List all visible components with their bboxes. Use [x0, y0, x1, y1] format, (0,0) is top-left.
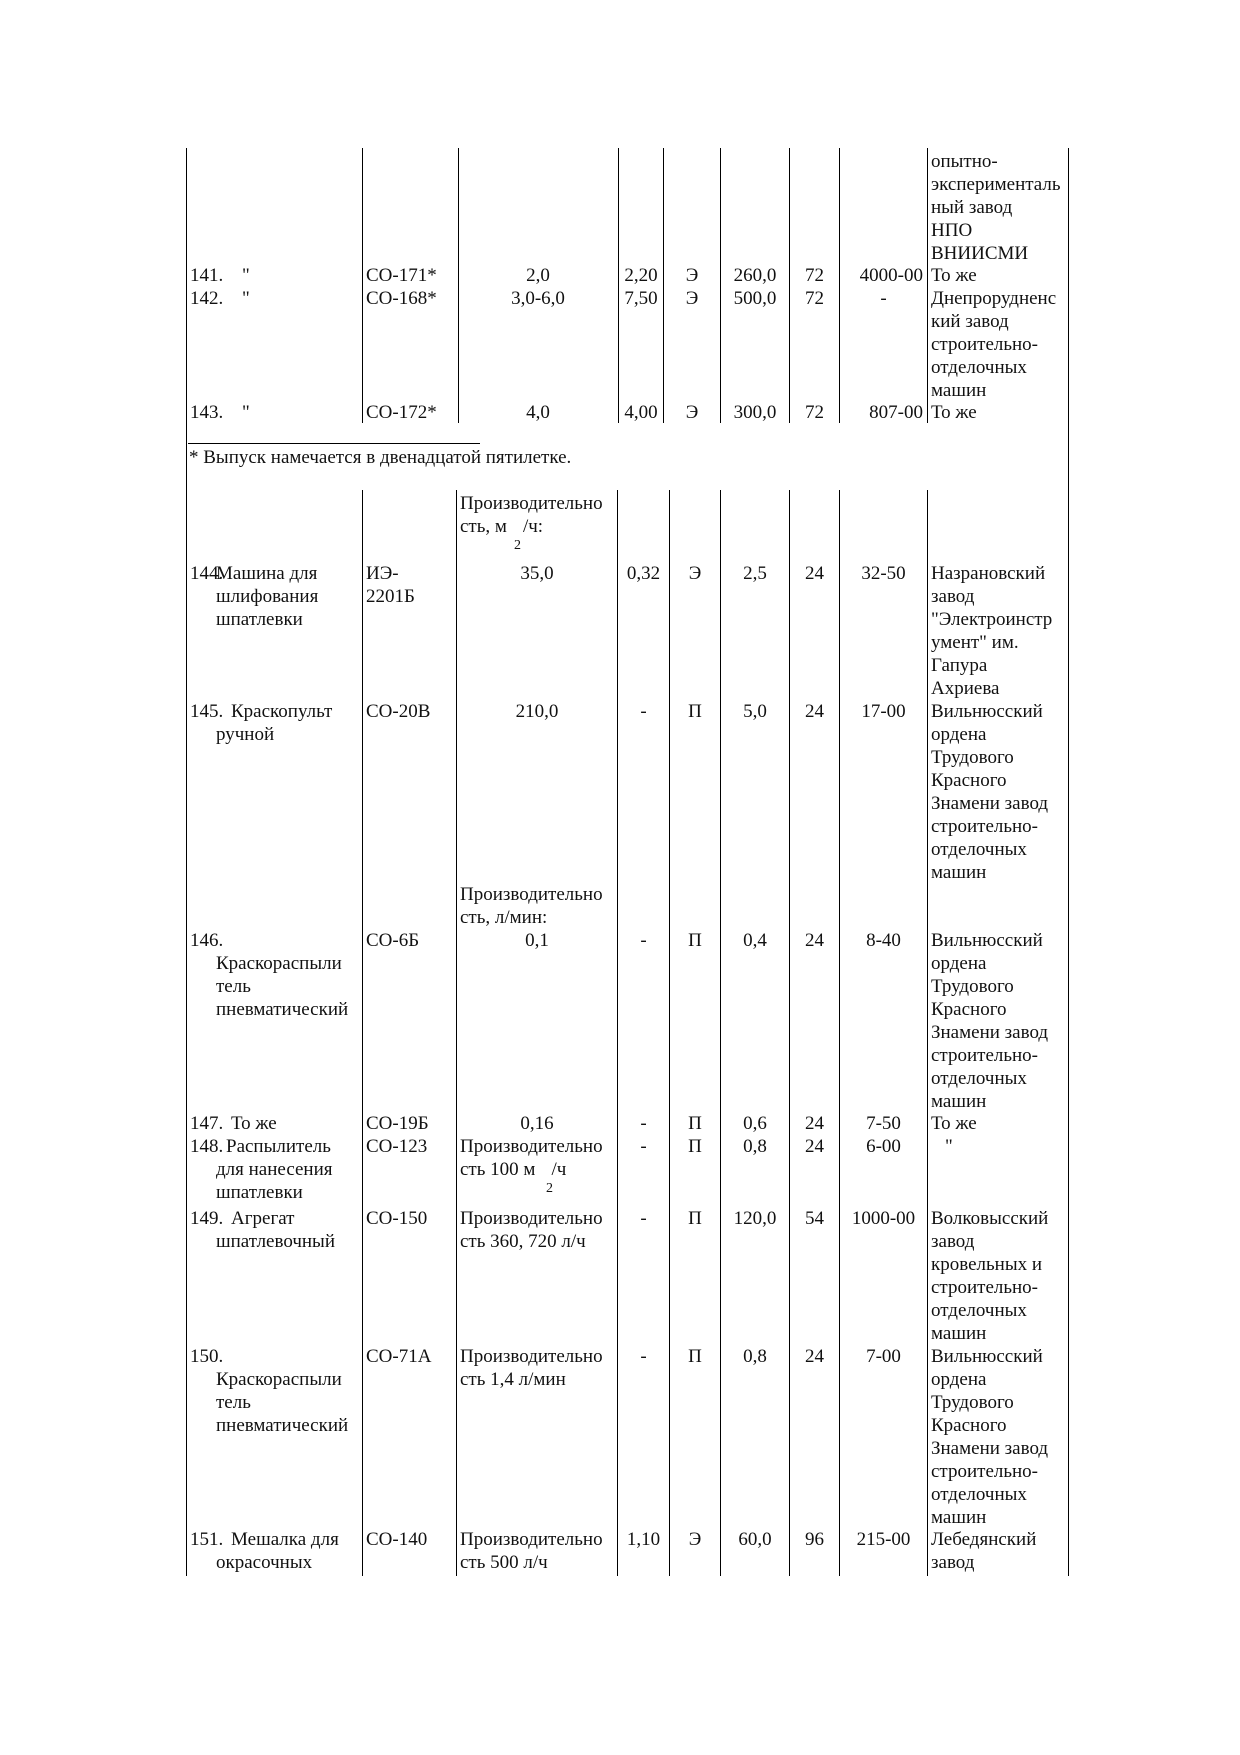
- row-model: СО-168*: [366, 288, 437, 309]
- row-model: СО-140: [366, 1529, 428, 1550]
- row-power: -: [640, 1346, 647, 1367]
- row-model: СО-171*: [366, 265, 437, 286]
- prev-maker-cell: опытно- эксперименталь ный завод НПО ВНИИСМИ: [931, 151, 1061, 264]
- row-price: 32-50: [861, 563, 906, 584]
- row-warranty: 72: [805, 402, 824, 423]
- footnote-separator: [188, 443, 480, 444]
- row-num: 150.: [190, 1346, 224, 1367]
- row-warranty: 24: [805, 1136, 824, 1157]
- param-header-liquid: Производительно сть, л/мин:: [460, 884, 603, 928]
- row-power: 1,10: [626, 1529, 661, 1550]
- row-model: ИЭ- 2201Б: [366, 563, 415, 607]
- row-mass: 0,8: [743, 1136, 767, 1157]
- row-drive: Э: [685, 288, 699, 309]
- row-power: -: [640, 701, 647, 722]
- rule-col-7-low: [839, 490, 840, 1576]
- row-param: 0,16: [520, 1113, 554, 1134]
- row-model: СО-71А: [366, 1346, 432, 1367]
- row-param: Производительно сть 100 м /ч: [460, 1136, 603, 1180]
- row-model: СО-172*: [366, 402, 437, 423]
- row-name: Краскопульт: [231, 701, 333, 722]
- row-name: ": [242, 265, 250, 286]
- row-maker: Вильнюсский ордена Трудового Красного Знамени завод строительно- отделочных машин: [931, 930, 1049, 1112]
- row-drive: Э: [685, 402, 699, 423]
- row-maker: Волковысский завод кровельных и строительно- отделочных машин: [931, 1208, 1049, 1344]
- row-drive: П: [688, 1346, 702, 1367]
- row-maker: То же: [931, 402, 977, 423]
- row-power: 7,50: [624, 288, 658, 309]
- row-name: То же: [231, 1113, 277, 1134]
- row-name: ": [242, 402, 250, 423]
- row-param: 35,0: [520, 563, 554, 584]
- rule-col-6-low: [789, 490, 790, 1576]
- row-drive: Э: [688, 1529, 702, 1550]
- row-mass: 260,0: [733, 265, 777, 286]
- row-maker: То же: [931, 265, 977, 286]
- row-name-cont: ручной: [216, 724, 275, 745]
- row-param: 2,0: [526, 265, 550, 286]
- row-warranty: 24: [805, 1113, 824, 1134]
- row-price: 1000-00: [851, 1208, 916, 1229]
- rule-col-8-low: [927, 490, 928, 1576]
- row-mass: 0,4: [743, 930, 767, 951]
- row-maker: Лебедянский завод: [931, 1529, 1037, 1573]
- row-maker: Вильнюсский ордена Трудового Красного Знамени завод строительно- отделочных машин: [931, 701, 1049, 883]
- row-warranty: 24: [805, 930, 824, 951]
- row-drive: Э: [688, 563, 702, 584]
- row-param: 4,0: [526, 402, 550, 423]
- row-power: -: [640, 1208, 647, 1229]
- param-header-area: Производительно сть, м /ч:: [460, 493, 603, 537]
- row-drive: П: [688, 1136, 702, 1157]
- row-warranty: 54: [805, 1208, 824, 1229]
- row-num: 151.: [190, 1529, 224, 1550]
- row-power: 0,32: [626, 563, 661, 584]
- row-maker: Назрановский завод "Электроинстр умент" им. Гапура Ахриева: [931, 563, 1053, 699]
- row-param: 0,1: [525, 930, 549, 951]
- row-warranty: 24: [805, 1346, 824, 1367]
- row-num: 145.: [190, 701, 224, 722]
- row-num: 142.: [190, 288, 224, 309]
- row-warranty: 24: [805, 563, 824, 584]
- row-warranty: 96: [805, 1529, 824, 1550]
- row-power: 4,00: [624, 402, 658, 423]
- param-header-area-exp: 2: [514, 538, 521, 553]
- row-name-cont: шпатлевочный: [216, 1231, 335, 1252]
- row-mass: 500,0: [733, 288, 777, 309]
- row-param: Производительно сть 1,4 л/мин: [460, 1346, 603, 1390]
- row-name: Распылитель: [226, 1136, 331, 1157]
- row-warranty: 72: [805, 265, 824, 286]
- row-param-exp: 2: [546, 1181, 553, 1196]
- row-drive: П: [688, 701, 702, 722]
- row-warranty: 72: [805, 288, 824, 309]
- row-maker: Вильнюсский ордена Трудового Красного Знамени завод строительно- отделочных машин: [931, 1346, 1049, 1528]
- row-price: 7-50: [866, 1113, 901, 1134]
- row-price: 807-00: [869, 402, 923, 423]
- rule-col-1-low: [362, 490, 363, 1576]
- rule-col-9: [1068, 148, 1069, 1576]
- row-model: СО-6Б: [366, 930, 420, 951]
- row-model: СО-123: [366, 1136, 428, 1157]
- row-num: 147.: [190, 1113, 224, 1134]
- row-name: Агрегат: [231, 1208, 295, 1229]
- rule-col-2-low: [456, 490, 457, 1576]
- row-price: -: [880, 288, 887, 309]
- rule-col-2-top: [458, 148, 459, 423]
- row-maker: ": [945, 1136, 953, 1157]
- row-num: 148.: [190, 1136, 224, 1157]
- row-maker: То же: [931, 1113, 977, 1134]
- row-param: Производительно сть 500 л/ч: [460, 1529, 603, 1573]
- rule-col-3-low: [617, 490, 618, 1576]
- row-power: 2,20: [624, 265, 658, 286]
- row-mass: 2,5: [743, 563, 767, 584]
- row-num: 146.: [190, 930, 224, 951]
- row-name-cont: шлифования шпатлевки: [216, 586, 319, 630]
- row-mass: 120,0: [733, 1208, 777, 1229]
- row-power: -: [640, 1113, 647, 1134]
- row-price: 4000-00: [859, 265, 923, 286]
- row-mass: 5,0: [743, 701, 767, 722]
- row-num: 141.: [190, 265, 224, 286]
- row-name: Машина для: [216, 563, 318, 584]
- row-maker: Днепрорудненс кий завод строительно- отделочных машин: [931, 288, 1057, 401]
- row-mass: 60,0: [738, 1529, 772, 1550]
- row-price: 8-40: [866, 930, 901, 951]
- row-mass: 0,6: [743, 1113, 767, 1134]
- row-power: -: [640, 930, 647, 951]
- row-mass: 300,0: [733, 402, 777, 423]
- row-drive: П: [688, 1113, 702, 1134]
- row-price: 7-00: [866, 1346, 901, 1367]
- row-price: 17-00: [861, 701, 906, 722]
- row-model: СО-19Б: [366, 1113, 429, 1134]
- row-name-cont: окрасочных: [216, 1552, 313, 1573]
- row-param: 210,0: [515, 701, 559, 722]
- row-price: 6-00: [866, 1136, 901, 1157]
- rule-col-4-low: [669, 490, 670, 1576]
- row-model: СО-150: [366, 1208, 428, 1229]
- row-name: Мешалка для: [231, 1529, 339, 1550]
- row-name: Краскораспыли тель пневматический: [216, 1369, 349, 1436]
- row-mass: 0,8: [743, 1346, 767, 1367]
- footnote: * Выпуск намечается в двенадцатой пятилетке.: [189, 447, 572, 468]
- rule-col-1-top: [362, 148, 363, 423]
- row-power: -: [640, 1136, 647, 1157]
- row-price: 215-00: [856, 1529, 911, 1550]
- row-drive: Э: [685, 265, 699, 286]
- row-name: ": [242, 288, 250, 309]
- row-drive: П: [688, 1208, 702, 1229]
- rule-col-8-top: [927, 148, 928, 423]
- row-name: Краскораспыли тель пневматический: [216, 953, 349, 1020]
- row-param: Производительно сть 360, 720 л/ч: [460, 1208, 603, 1252]
- row-num: 143.: [190, 402, 224, 423]
- row-drive: П: [688, 930, 702, 951]
- row-warranty: 24: [805, 701, 824, 722]
- rule-col-0: [186, 148, 187, 1576]
- rule-col-5-low: [720, 490, 721, 1576]
- row-model: СО-20В: [366, 701, 431, 722]
- row-name-cont: для нанесения шпатлевки: [216, 1159, 333, 1203]
- row-num: 149.: [190, 1208, 224, 1229]
- row-num: 144.: [190, 563, 224, 584]
- row-param: 3,0-6,0: [511, 288, 565, 309]
